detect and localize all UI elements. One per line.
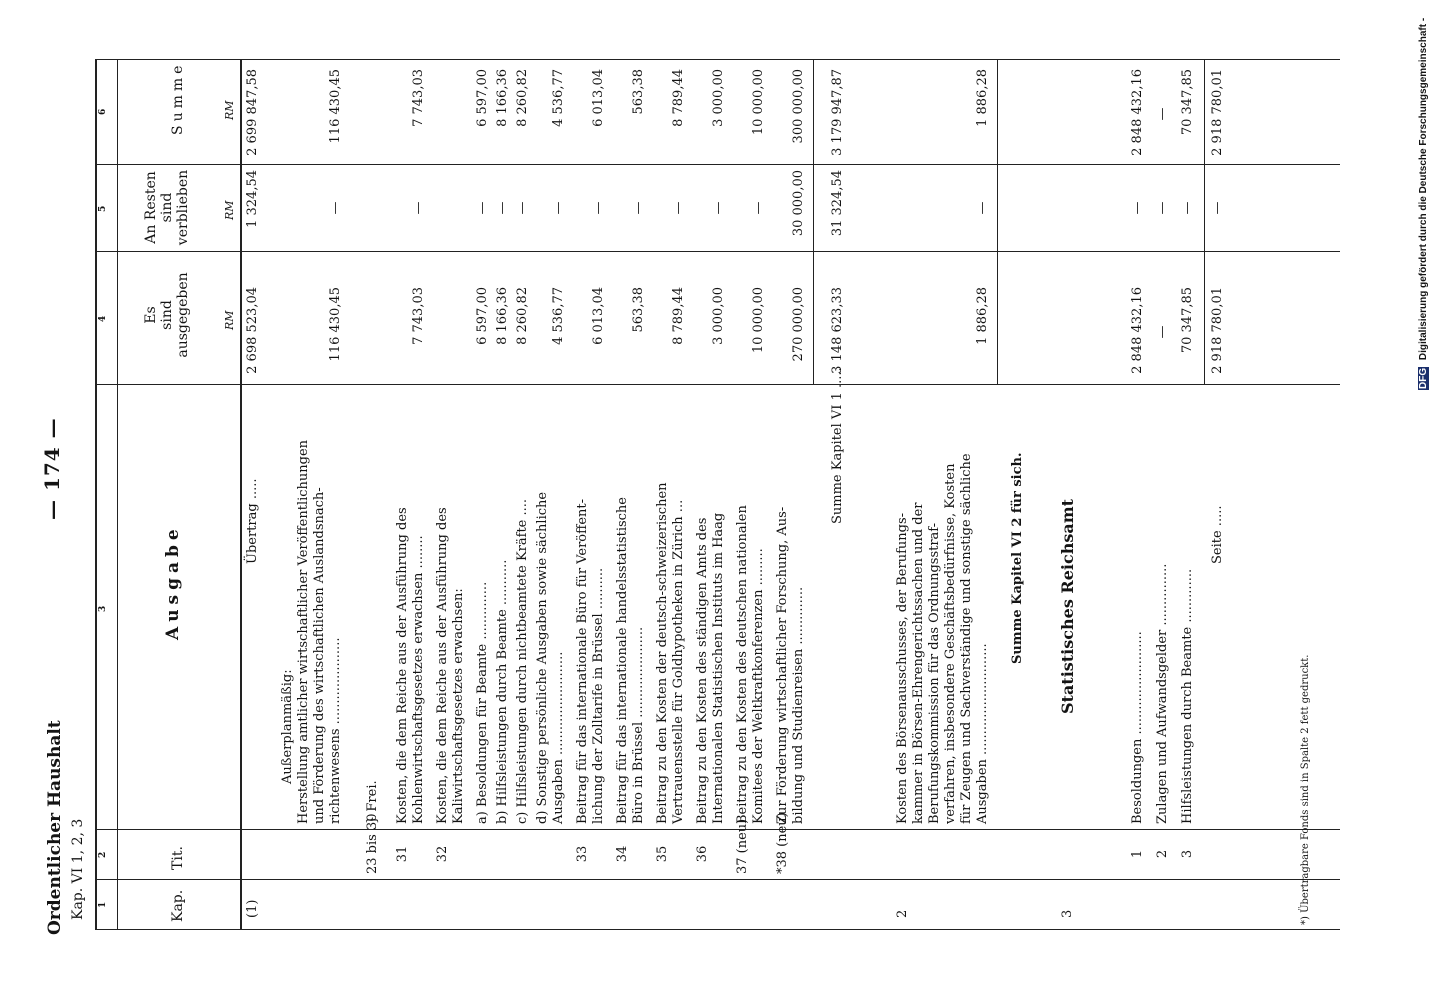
description-line: c) Hilfsleistungen durch nichtbeamtete Kräfte .... bbox=[515, 498, 530, 824]
total-amount: 7 743,03 bbox=[411, 69, 426, 127]
unit-resten: RM bbox=[223, 200, 236, 220]
total-amount: 3 179 947,87 bbox=[830, 69, 845, 156]
description-cell bbox=[280, 440, 344, 824]
description-line: Komitees der Weltkraftkonferenzen ......... bbox=[751, 548, 766, 824]
description-line: Seite ..... bbox=[1210, 505, 1225, 564]
description-line: Außerplanmäßig: bbox=[280, 669, 295, 784]
description-line: Zur Förderung wirtschaftlicher Forschung, Aus- bbox=[775, 506, 790, 824]
tit-cell: *38 (neu) bbox=[775, 812, 790, 874]
description-line: Hilfsleistungen durch Beamte ............. bbox=[1180, 568, 1195, 824]
description-cell bbox=[1130, 631, 1146, 824]
description-line: Kosten des Börsenausschusses, der Berufungs- bbox=[895, 512, 910, 824]
description-cell bbox=[495, 560, 511, 824]
description-cell bbox=[895, 453, 991, 824]
total-amount: 2 699 847,58 bbox=[245, 69, 260, 156]
description-line: Kosten, die dem Reiche aus der Ausführung des bbox=[395, 507, 410, 824]
description-line: richtenwesens ..................... bbox=[328, 637, 343, 824]
description-cell bbox=[1060, 499, 1076, 824]
description-cell bbox=[575, 499, 607, 824]
description-line: Statistisches Reichsamt bbox=[1058, 498, 1077, 714]
spent-amount: 8 789,44 bbox=[671, 287, 686, 345]
spent-amount: 8 166,36 bbox=[495, 287, 510, 345]
total-amount: 10 000,00 bbox=[751, 69, 766, 136]
spent-amount: 70 347,85 bbox=[1180, 287, 1195, 354]
total-amount: — bbox=[1155, 107, 1170, 121]
remaining-amount: — bbox=[751, 201, 766, 215]
description-cell bbox=[830, 367, 846, 824]
remaining-amount: — bbox=[495, 201, 510, 215]
total-amount: 3 000,00 bbox=[711, 69, 726, 127]
description-line: Herstellung amtlicher wirtschaftlicher Veröffentlichungen bbox=[296, 439, 311, 824]
description-line: Beitrag für das internationale handelsstatistische bbox=[615, 497, 630, 824]
total-amount: 6 013,04 bbox=[591, 69, 606, 127]
description-line: Summe Kapitel VI 1 ..... bbox=[830, 367, 845, 524]
total-amount: 4 536,77 bbox=[551, 69, 566, 127]
description-line: für Zeugen und Sachverständige und sonstige sächliche bbox=[959, 453, 974, 824]
chapter-reference: Kap. VI 1, 2, 3 bbox=[70, 818, 86, 920]
remaining-amount: — bbox=[1130, 201, 1145, 215]
header-ausgegeben-line2: sind ausgegeben bbox=[159, 272, 191, 358]
spent-amount: 6 013,04 bbox=[591, 287, 606, 345]
col-number-6: 6 bbox=[98, 108, 108, 115]
tit-cell: 2 bbox=[1155, 849, 1170, 859]
remaining-amount: 31 324,54 bbox=[830, 170, 845, 237]
spent-amount: 3 000,00 bbox=[711, 287, 726, 345]
remaining-amount: — bbox=[1180, 201, 1195, 215]
total-amount: 8 260,82 bbox=[515, 69, 530, 127]
total-amount: 70 347,85 bbox=[1180, 69, 1195, 136]
col-number-3: 3 bbox=[98, 605, 108, 612]
remaining-amount: — bbox=[591, 201, 606, 215]
remaining-amount: — bbox=[475, 201, 490, 215]
spent-amount: 10 000,00 bbox=[751, 287, 766, 354]
spent-amount: 3 148 623,33 bbox=[830, 287, 845, 374]
description-line: Besoldungen ......................... bbox=[1130, 631, 1145, 824]
description-cell bbox=[365, 780, 381, 824]
header-ausgabe: Ausgabe bbox=[163, 524, 183, 640]
col-number-4: 4 bbox=[98, 315, 108, 322]
kap-cell: 3 bbox=[1060, 909, 1075, 918]
header-ausgegeben bbox=[143, 260, 191, 370]
description-line: Berufungskommission für das Ordnungsstraf- bbox=[927, 522, 942, 824]
digitization-note bbox=[1418, 10, 1429, 390]
description-line: Ausgaben ......................... bbox=[551, 651, 566, 824]
description-cell bbox=[245, 479, 261, 825]
header-resten-line2: sind verblieben bbox=[159, 169, 191, 246]
budget-table bbox=[95, 60, 1340, 930]
remaining-amount: — bbox=[1210, 201, 1225, 215]
description-line: Beitrag zu den Kosten des ständigen Amts des bbox=[695, 517, 710, 824]
description-cell bbox=[435, 507, 467, 824]
description-cell bbox=[615, 497, 647, 824]
remaining-amount: — bbox=[975, 201, 990, 215]
page-number: — 174 — bbox=[40, 417, 64, 520]
remaining-amount: 1 324,54 bbox=[245, 170, 260, 228]
spent-amount: 8 260,82 bbox=[515, 287, 530, 345]
description-line: bildung und Studienreisen .............. bbox=[791, 586, 806, 824]
unit-ausgegeben: RM bbox=[223, 310, 236, 330]
description-line: Summe Kapitel VI 2 für sich. bbox=[1010, 452, 1025, 664]
spent-amount: — bbox=[1155, 325, 1170, 339]
col-number-1: 1 bbox=[98, 901, 108, 908]
footnote: *) Übertragbare Fonds sind in Spalte 2 fett gedruckt. bbox=[1300, 654, 1311, 925]
description-line: Beitrag zu den Kosten der deutsch-schweizerischen bbox=[655, 482, 670, 824]
total-amount: 2 918 780,01 bbox=[1210, 69, 1225, 156]
spent-amount: 6 597,00 bbox=[475, 287, 490, 345]
description-cell bbox=[1210, 506, 1226, 824]
spent-amount: 4 536,77 bbox=[551, 287, 566, 345]
total-amount: 563,38 bbox=[631, 69, 646, 115]
tit-cell: 1 bbox=[1130, 849, 1145, 859]
kap-cell: 2 bbox=[895, 909, 910, 918]
total-amount: 6 597,00 bbox=[475, 69, 490, 127]
description-line: verfahren, insbesondere Geschäftsbedürfnisse, Kosten bbox=[943, 463, 958, 824]
description-line: Kohlenwirtschaftsgesetzes erwachsen ........ bbox=[411, 535, 426, 824]
description-line: Übertrag ..... bbox=[245, 478, 260, 564]
spent-amount: 116 430,45 bbox=[328, 287, 343, 362]
spent-amount: 1 886,28 bbox=[975, 287, 990, 345]
header-tit: Tit. bbox=[170, 846, 186, 870]
total-amount: 8 789,44 bbox=[671, 69, 686, 127]
description-line: lichung der Zolltarife in Brüssel .......... bbox=[591, 567, 606, 824]
spent-amount: 563,38 bbox=[631, 287, 646, 333]
description-line: Internationalen Statistischen Instituts im Haag bbox=[711, 512, 726, 824]
description-line: Ausgaben ........................... bbox=[975, 643, 990, 824]
description-cell bbox=[1155, 564, 1171, 824]
tit-cell: 31 bbox=[395, 845, 410, 863]
description-cell bbox=[515, 499, 531, 824]
header-resten bbox=[143, 165, 191, 250]
spent-amount: 7 743,03 bbox=[411, 287, 426, 345]
description-line: d) Sonstige persönliche Ausgaben sowie sächliche bbox=[535, 491, 550, 824]
remaining-amount: — bbox=[411, 201, 426, 215]
description-line: und Förderung des wirtschaftlichen Auslandsnach- bbox=[312, 487, 327, 824]
description-cell bbox=[475, 582, 491, 824]
description-line: Beitrag für das internationale Büro für Veröffent- bbox=[575, 498, 590, 824]
tit-cell: 32 bbox=[435, 845, 450, 863]
header-summe: Summe bbox=[170, 61, 186, 135]
description-cell bbox=[735, 505, 767, 824]
total-amount: 116 430,45 bbox=[328, 69, 343, 144]
remaining-amount: — bbox=[711, 201, 726, 215]
spent-amount: 2 848 432,16 bbox=[1130, 287, 1145, 374]
digitization-text: Digitalisierung gefördert durch die Deutsche Forschungsgemeinschaft - bbox=[1418, 17, 1429, 361]
tit-cell: 33 bbox=[575, 845, 590, 863]
description-line: Beitrag zu den Kosten des deutschen nationalen bbox=[735, 505, 750, 824]
header-resten-line1: An Resten bbox=[143, 171, 159, 244]
remaining-amount: — bbox=[631, 201, 646, 215]
description-line: Büro in Brüssel ...................... bbox=[631, 626, 646, 824]
description-line: Zulagen und Aufwandsgelder ............... bbox=[1155, 563, 1170, 824]
header-ausgegeben-line1: Es bbox=[143, 306, 159, 324]
tit-cell: 3 bbox=[1180, 849, 1195, 859]
remaining-amount: — bbox=[328, 201, 343, 215]
unit-summe: RM bbox=[223, 100, 236, 120]
description-line: b) Hilfsleistungen durch Beamte ........... bbox=[495, 559, 510, 824]
tit-cell: 35 bbox=[655, 845, 670, 863]
dfg-logo: DFG bbox=[1418, 367, 1429, 389]
remaining-amount: — bbox=[551, 201, 566, 215]
tit-cell: 23 bis 30 bbox=[365, 813, 380, 874]
remaining-amount: — bbox=[515, 201, 530, 215]
description-cell bbox=[395, 507, 427, 824]
total-amount: 8 166,36 bbox=[495, 69, 510, 127]
remaining-amount: — bbox=[671, 201, 686, 215]
description-cell bbox=[655, 482, 687, 824]
description-line: Kaliwirtschaftsgesetzes erwachsen: bbox=[451, 588, 466, 824]
remaining-amount: 30 000,00 bbox=[791, 170, 806, 237]
description-line: a) Besoldungen für Beamte .............. bbox=[475, 581, 490, 824]
description-cell bbox=[775, 507, 807, 824]
tit-cell: 36 bbox=[695, 845, 710, 863]
spent-amount: 270 000,00 bbox=[791, 287, 806, 362]
budget-title: Ordentlicher Haushalt bbox=[45, 720, 65, 935]
col-number-5: 5 bbox=[98, 205, 108, 212]
description-cell bbox=[535, 492, 567, 824]
tit-cell: 34 bbox=[615, 845, 630, 863]
tit-cell: 37 (neu) bbox=[735, 818, 750, 874]
col-number-2: 2 bbox=[98, 851, 108, 858]
description-cell bbox=[1180, 569, 1196, 824]
total-amount: 2 848 432,16 bbox=[1130, 69, 1145, 156]
spent-amount: 2 918 780,01 bbox=[1210, 287, 1225, 374]
description-line: Vertrauensstelle für Goldhypotheken in Zürich ... bbox=[671, 499, 686, 824]
total-amount: 300 000,00 bbox=[791, 69, 806, 144]
description-cell bbox=[695, 513, 727, 824]
total-amount: 1 886,28 bbox=[975, 69, 990, 127]
spent-amount: 2 698 523,04 bbox=[245, 287, 260, 374]
description-line: kammer in Börsen-Ehrengerichtssachen und der bbox=[911, 502, 926, 824]
header-kap: Kap. bbox=[170, 889, 186, 922]
description-cell bbox=[1010, 453, 1026, 824]
description-line: } Frei. bbox=[365, 780, 380, 824]
remaining-amount: — bbox=[1155, 201, 1170, 215]
description-line: Kosten, die dem Reiche aus der Ausführung des bbox=[435, 507, 450, 824]
kap-cell: (1) bbox=[245, 899, 260, 918]
